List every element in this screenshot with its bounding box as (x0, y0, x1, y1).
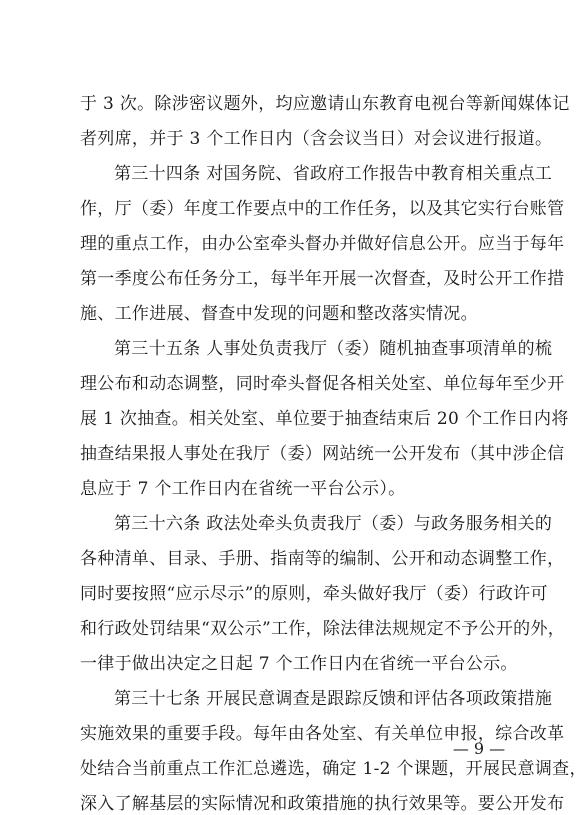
text-line: 理的重点工作，由办公室牵头督办并做好信息公开。应当于每年 (80, 234, 565, 254)
text-line: 展 1 次抽查。相关处室、单位要于抽查结束后 20 个工作日内将 (80, 409, 569, 429)
article-35-heading-line: 第三十五条 人事处负责我厅（委）随机抽查事项清单的梳 (114, 339, 553, 359)
text-line: 息应于 7 个工作日内在省统一平台公示）。 (80, 479, 406, 499)
text-line: 作，厅（委）年度工作要点中的工作任务，以及其它实行台账管 (80, 199, 565, 219)
text-line: 实施效果的重要手段。每年由各处室、有关单位申报，综合改革 (80, 724, 565, 744)
text-line: 处结合当前重点工作汇总遴选，确定 1-2 个课题，开展民意调查， (80, 759, 587, 779)
text-line: 施、工作进展、督查中发现的问题和整改落实情况。 (80, 304, 478, 324)
text-line: 一律于做出决定之日起 7 个工作日内在省统一平台公示。 (80, 654, 518, 674)
text-line: 于 3 次。除涉密议题外，均应邀请山东教育电视台等新闻媒体记 (80, 94, 570, 114)
text-line: 和行政处罚结果“双公示”工作，除法律法规规定不予公开的外， (80, 619, 566, 639)
text-line: 第一季度公布任务分工，每半年开展一次督查，及时公开工作措 (80, 269, 565, 289)
text-line: 抽查结果报人事处在我厅（委）网站统一公开发布（其中涉企信 (80, 444, 565, 464)
text-line: 理公布和动态调整，同时牵头督促各相关处室、单位每年至少开 (80, 374, 565, 394)
text-line: 同时要按照“应示尽示”的原则，牵头做好我厅（委）行政许可 (80, 584, 548, 604)
article-34-heading-line: 第三十四条 对国务院、省政府工作报告中教育相关重点工 (114, 164, 553, 184)
article-36-heading-line: 第三十六条 政法处牵头负责我厅（委）与政务服务相关的 (114, 514, 553, 534)
page-number: — 9 — (452, 739, 506, 758)
text-line: 者列席，并于 3 个工作日内（含会议当日）对会议进行报道。 (80, 129, 553, 149)
article-37-heading-line: 第三十七条 开展民意调查是跟踪反馈和评估各项政策措施 (114, 689, 553, 709)
text-line: 各种清单、目录、手册、指南等的编制、公开和动态调整工作， (80, 549, 565, 569)
text-line: 深入了解基层的实际情况和政策措施的执行效果等。要公开发布 (80, 794, 565, 814)
